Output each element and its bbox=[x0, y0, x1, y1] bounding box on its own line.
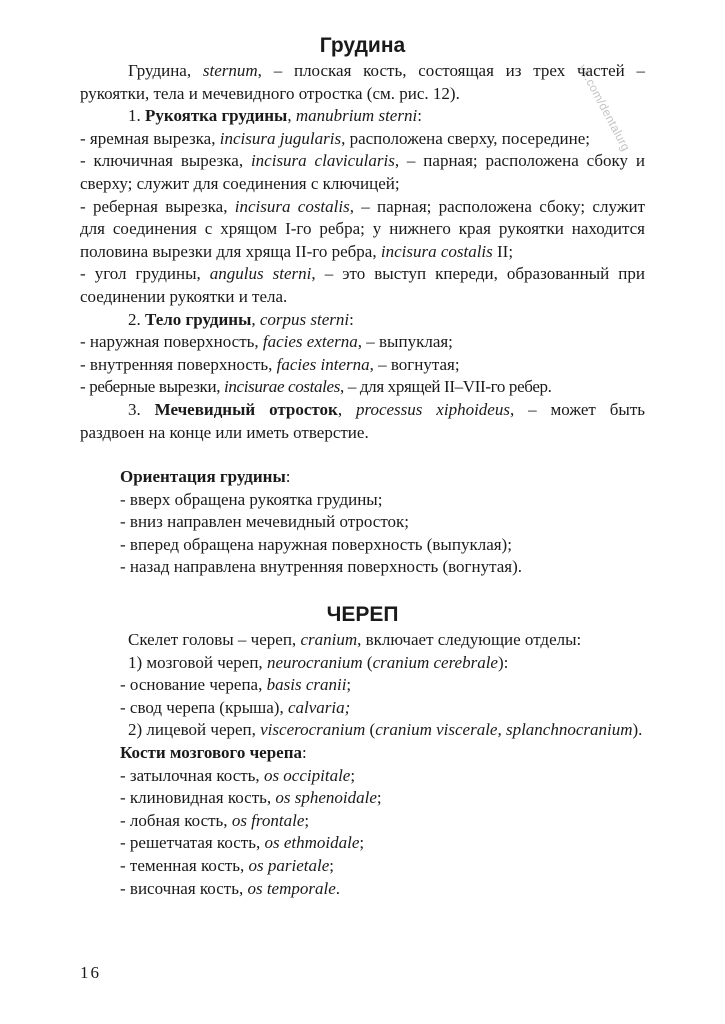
text: , bbox=[337, 399, 356, 419]
text: - свод черепа (крыша), bbox=[120, 697, 288, 717]
text: 1. bbox=[128, 106, 145, 126]
latin-term: viscerocranium bbox=[260, 720, 366, 740]
latin-term: incisura jugularis bbox=[219, 128, 342, 148]
viscerocranium-item bbox=[80, 719, 645, 742]
text: - угол грудины, bbox=[80, 264, 210, 284]
neurocranium-item bbox=[80, 652, 645, 675]
latin-term: neurocranium bbox=[266, 652, 363, 672]
text: , – для хрящей II–VII-го ребер. bbox=[340, 377, 552, 397]
skull-intro bbox=[80, 629, 645, 652]
text: - височная кость, bbox=[120, 878, 248, 898]
list-item bbox=[80, 196, 645, 264]
sternum-intro bbox=[80, 60, 645, 105]
xiphoid-paragraph bbox=[80, 399, 645, 444]
bones-heading bbox=[80, 742, 645, 765]
list-item: - назад направлена внутренняя поверхность (вогнутая). bbox=[120, 557, 523, 577]
latin-term: incisurae costales bbox=[224, 377, 341, 397]
list-item bbox=[80, 331, 645, 354]
text: - лобная кость, bbox=[120, 810, 232, 830]
list-item bbox=[80, 810, 645, 833]
list-item bbox=[80, 128, 645, 151]
section-heading: Ориентация грудины bbox=[120, 467, 286, 487]
list-item bbox=[80, 354, 645, 377]
latin-term: cranium cerebrale bbox=[372, 652, 498, 672]
text: 2) лицевой череп, bbox=[128, 720, 261, 740]
text: ; bbox=[329, 856, 335, 875]
list-item bbox=[80, 855, 645, 878]
orientation-heading bbox=[80, 466, 645, 489]
text: , включает следующие отделы: bbox=[357, 630, 582, 650]
text: : bbox=[285, 467, 291, 487]
latin-term: os frontale bbox=[231, 810, 305, 830]
latin-term: processus xiphoideus bbox=[355, 399, 510, 419]
list-item: - вниз направлен мечевидный отросток; bbox=[120, 512, 410, 532]
list-item bbox=[80, 674, 645, 697]
section-heading: Рукоятка грудины bbox=[145, 106, 288, 126]
text: 3. bbox=[128, 399, 155, 419]
latin-term: calvaria; bbox=[287, 697, 351, 717]
latin-term: incisura costalis bbox=[234, 196, 350, 216]
list-item: - вверх обращена рукоятка грудины; bbox=[120, 489, 383, 509]
page-number: 16 bbox=[80, 963, 101, 982]
text: , bbox=[251, 309, 260, 329]
latin-term: angulus sterni bbox=[209, 264, 312, 284]
list-item bbox=[80, 263, 645, 308]
text: ; bbox=[304, 810, 310, 830]
latin-term: cranium bbox=[300, 630, 358, 650]
text: - теменная кость, bbox=[120, 856, 249, 875]
text: - клиновидная кость, bbox=[120, 788, 276, 808]
latin-term: basis cranii bbox=[266, 675, 347, 695]
list-item bbox=[80, 765, 645, 788]
section-heading: Мечевидный отросток bbox=[154, 399, 338, 419]
watermark: vk.com/dentalurg bbox=[575, 62, 634, 154]
text: ). bbox=[632, 720, 643, 740]
section-heading: Тело грудины bbox=[145, 309, 252, 329]
latin-term: facies interna bbox=[276, 354, 370, 374]
text: ( bbox=[362, 652, 373, 672]
list-item bbox=[80, 878, 645, 901]
text: : bbox=[417, 106, 422, 126]
spacer bbox=[80, 579, 645, 601]
list-item bbox=[80, 376, 645, 399]
latin-term: os occipitale bbox=[263, 765, 351, 785]
latin-term: corpus sterni bbox=[259, 309, 350, 329]
latin-term: manubrium sterni bbox=[295, 106, 418, 126]
latin-term: os temporale bbox=[247, 878, 336, 898]
text: - основание черепа, bbox=[120, 675, 267, 695]
text: - реберные вырезки, bbox=[80, 377, 225, 397]
text: Скелет головы – череп, bbox=[128, 630, 301, 650]
text: - реберная вырезка, bbox=[80, 196, 235, 216]
list-item bbox=[80, 787, 645, 810]
latin-term: sternum bbox=[202, 61, 258, 80]
text: - затылочная кость, bbox=[120, 765, 264, 785]
list-item: - вперед обращена наружная поверхность (выпуклая); bbox=[120, 534, 512, 554]
latin-term: os parietale bbox=[248, 856, 330, 875]
text: 2. bbox=[128, 309, 145, 329]
text: , – плоская кость, состоящая из трех частей – рукоятки, тела и мечевидного отростка (см. рис. 12). bbox=[80, 61, 645, 103]
manubrium-heading bbox=[80, 105, 645, 128]
latin-term: facies externa bbox=[262, 332, 358, 352]
text: - решетчатая кость, bbox=[120, 833, 265, 853]
text: , – может быть раздвоен на конце или иметь отверстие. bbox=[80, 399, 646, 442]
latin-term: incisura costalis bbox=[380, 241, 493, 261]
text: ( bbox=[365, 720, 376, 740]
latin-term: cranium viscerale, splanchnocranium bbox=[375, 720, 633, 740]
text: Грудина, bbox=[128, 61, 203, 80]
text: ; bbox=[346, 675, 352, 695]
text: - внутренняя поверхность, bbox=[80, 354, 277, 374]
text: . bbox=[335, 878, 340, 898]
text: : bbox=[349, 309, 354, 329]
list-item bbox=[80, 150, 645, 195]
latin-term: os sphenoidale bbox=[275, 788, 377, 808]
latin-term: incisura clavicularis bbox=[250, 151, 395, 171]
text: ; bbox=[350, 765, 356, 785]
list-item bbox=[80, 832, 645, 855]
text: II; bbox=[492, 241, 514, 261]
text: , – парная; расположена сбоку; служит для соединения с хрящом I-го ребра; у нижнего края рукоятки находится половина вырезки для хряща II-го ребра, bbox=[80, 196, 646, 261]
latin-term: os ethmoidale bbox=[264, 833, 360, 853]
text: - наружная поверхность, bbox=[80, 332, 263, 352]
text: ): bbox=[497, 652, 509, 672]
text: ; bbox=[359, 833, 365, 853]
sternum-title: Грудина bbox=[319, 34, 406, 57]
text: 1) мозговой череп, bbox=[128, 652, 267, 672]
skull-title: ЧЕРЕП bbox=[326, 603, 399, 627]
text: , – парная; расположена сбоку и сверху; служит для соединения с ключицей; bbox=[80, 151, 645, 193]
spacer bbox=[80, 444, 645, 466]
text: , – вогнутая; bbox=[369, 354, 460, 374]
text: - яремная вырезка, bbox=[80, 128, 220, 148]
text: ; bbox=[376, 788, 382, 808]
body-heading bbox=[80, 309, 645, 332]
text: , – выпуклая; bbox=[357, 332, 453, 352]
text: - ключичная вырезка, bbox=[80, 151, 251, 171]
text: : bbox=[302, 743, 307, 763]
text: , bbox=[287, 106, 296, 126]
list-item bbox=[80, 697, 645, 720]
page-content bbox=[80, 32, 645, 900]
text: , расположена сверху, посередине; bbox=[341, 128, 591, 148]
section-heading: Кости мозгового черепа bbox=[120, 743, 303, 763]
text: , – это выступ кпереди, образованный при соединении рукоятки и тела. bbox=[80, 264, 645, 306]
